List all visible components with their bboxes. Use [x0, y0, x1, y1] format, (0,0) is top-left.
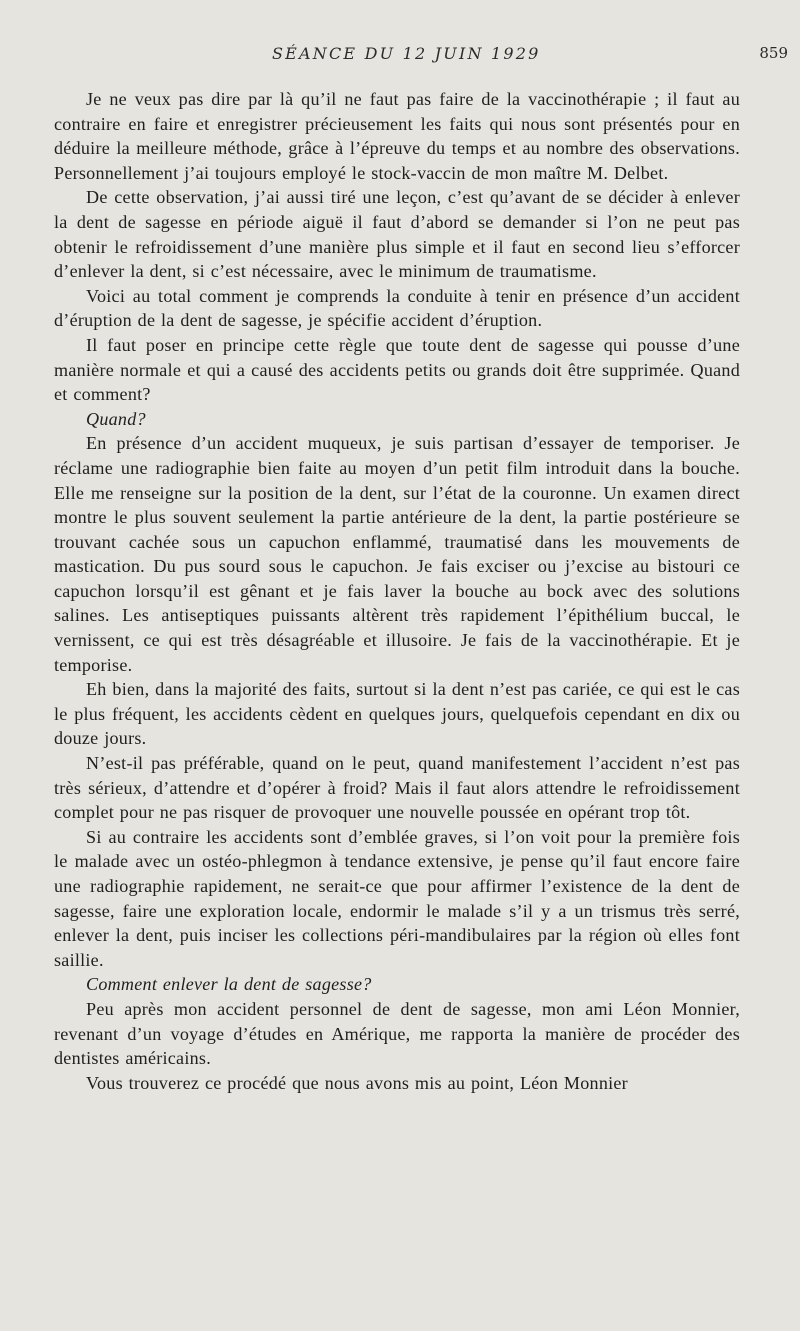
running-title: SÉANCE DU 12 JUIN 1929 [272, 44, 541, 63]
section-subhead-quand: Quand? [86, 408, 146, 429]
body-text [54, 87, 740, 1095]
paragraph: Vous trouverez ce procédé que nous avons mis au point, Léon Monnier [86, 1072, 628, 1093]
page-number: 859 [759, 44, 788, 62]
paragraph: Peu après mon accident personnel de dent de sagesse, mon ami Léon Monnier, revenant d’un voyage d’études en Amérique, me rapporta la manière de procéder des dentistes américains. [54, 998, 740, 1069]
paragraph: Je ne veux pas dire par là qu’il ne faut pas faire de la vaccinothérapie ; il faut au contraire en faire et enregistrer précieusement les faits qui nous sont présentés pour en déduire la meilleure méthode, grâce à l’épreuve du temps et au nombre des observations. Personnellement j’ai toujours employé le stock-vaccin de mon maître M. Delbet. [54, 89, 740, 183]
section-subhead-comment: Comment enlever la dent de sagesse? [86, 974, 372, 995]
paragraph: Si au contraire les accidents sont d’emblée graves, si l’on voit pour la première fois le malade avec un ostéo-phlegmon à tendance extensive, je pense qu’il faut encore faire une radiographie rapidement, ne serait-ce que pour affirmer l’existence de la dent de sagesse, faire une exploration locale, endormir le malade s’il y a un trismus très serré, enlever la dent, puis inciser les collections péri-mandibulaires par la région où elles font saillie. [54, 826, 740, 970]
paragraph: N’est-il pas préférable, quand on le peut, quand manifestement l’accident n’est pas très sérieux, d’attendre et d’opérer à froid? Mais il faut alors attendre le refroidissement complet pour ne pas risquer de provoquer une nouvelle poussée en opérant trop tôt. [54, 753, 740, 823]
paragraph: Eh bien, dans la majorité des faits, surtout si la dent n’est pas cariée, ce qui est le cas le plus fréquent, les accidents cèdent en quelques jours, quelquefois cependant en dix ou douze jours. [54, 679, 740, 749]
paragraph: Il faut poser en principe cette règle que toute dent de sagesse qui pousse d’une manière normale et qui a causé des accidents petits ou grands doit être supprimée. Quand et comment? [54, 334, 740, 405]
page-header [54, 30, 794, 70]
paragraph: Voici au total comment je comprends la conduite à tenir en présence d’un accident d’éruption de la dent de sagesse, je spécifie accident d’éruption. [54, 285, 740, 331]
paragraph: De cette observation, j’ai aussi tiré une leçon, c’est qu’avant de se décider à enlever la dent de sagesse en période aiguë il faut d’abord se demander si l’on ne peut pas obtenir le refroidissement d’une manière plus simple et il faut en second lieu s’efforcer d’enlever la dent, si c’est nécessaire, avec le minimum de traumatisme. [54, 187, 740, 282]
paragraph: En présence d’un accident muqueux, je suis partisan d’essayer de temporiser. Je réclame une radiographie bien faite au moyen d’un petit film introduit dans la bouche. Elle me renseigne sur la position de la dent, sur l’état de la couronne. Un examen direct montre le plus souvent seulement la partie antérieure de la dent, la partie postérieure se trouvant cachée sous un capuchon enflammé, traumatisé dans les mouvements de mastication. Du pus sourd sous le capuchon. Je fais exciser ou j’excise au bistouri ce capuchon lorsqu’il est gênant et je fais laver la bouche au bock avec des solutions salines. Les antiseptiques puissants altèrent très rapidement l’épithélium buccal, le vernissent, ce qui est très désagréable et illusoire. Je fais de la vaccinothérapie. Et je temporise. [54, 433, 740, 675]
